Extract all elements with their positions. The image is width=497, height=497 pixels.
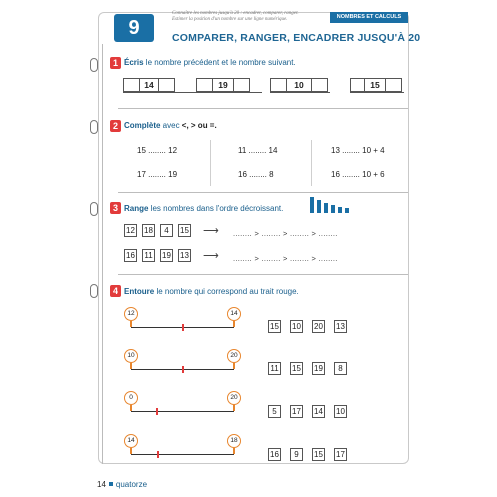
section-divider: [118, 192, 408, 193]
answer-choice[interactable]: 10: [334, 405, 347, 418]
red-marker: [182, 324, 184, 331]
instruction-verb: Range: [124, 204, 149, 213]
instruction-text: le nombre précédent et le nombre suivant.: [143, 58, 296, 67]
paperclip-icon: [90, 58, 98, 72]
answer-choice[interactable]: 19: [312, 362, 325, 375]
red-marker: [156, 408, 158, 415]
comparison-item[interactable]: 13 ........ 10 + 4: [331, 146, 385, 155]
comparison-symbols: <, > ou =.: [181, 121, 217, 130]
lesson-objectives: [172, 11, 322, 23]
answer-choice[interactable]: 11: [268, 362, 281, 375]
number-line-end: 14: [227, 307, 241, 321]
number-line-start: 10: [124, 349, 138, 363]
exercise-number: 1: [110, 57, 121, 69]
given-number: 15: [364, 78, 386, 92]
answer-line[interactable]: ........ > ........ > ........ > ........: [233, 229, 338, 238]
section-divider: [118, 274, 408, 275]
bullet-square-icon: [109, 482, 113, 486]
number-tile: 13: [178, 249, 191, 262]
comparison-item[interactable]: 16 ........ 10 + 6: [331, 170, 385, 179]
answer-choice[interactable]: 17: [334, 448, 347, 461]
answer-choice[interactable]: 10: [290, 320, 303, 333]
answer-strip: [350, 92, 404, 93]
instruction-text: avec: [160, 121, 182, 130]
paperclip-icon: [90, 202, 98, 216]
answer-cell-previous[interactable]: [196, 78, 212, 92]
number-line-end: 20: [227, 349, 241, 363]
comparison-item[interactable]: 17 ........ 19: [137, 170, 178, 179]
category-tag: NOMBRES ET CALCULS: [330, 12, 408, 23]
instruction-verb: Entoure: [124, 287, 155, 296]
answer-strip: [123, 92, 199, 93]
page-number: 14: [97, 480, 106, 489]
exercise-number: 4: [110, 285, 121, 297]
page-number-word: quatorze: [115, 480, 148, 489]
exercise-instruction: [124, 204, 283, 213]
number-tile: 16: [124, 249, 137, 262]
comparison-item[interactable]: 15 ........ 12: [137, 146, 178, 155]
exercise-instruction: [124, 58, 296, 67]
answer-choice[interactable]: 20: [312, 320, 325, 333]
section-divider: [118, 108, 408, 109]
instruction-verb: Écris: [124, 58, 144, 67]
number-line-start: 12: [124, 307, 138, 321]
decreasing-bar: [331, 205, 335, 213]
comparison-item[interactable]: 16 ........ 8: [238, 170, 274, 179]
arrow-right-icon: ⟶: [203, 225, 219, 237]
decreasing-bar: [317, 200, 321, 213]
number-line: [131, 411, 234, 412]
answer-cell-next[interactable]: [312, 78, 328, 92]
answer-line[interactable]: ........ > ........ > ........ > ........: [233, 254, 338, 263]
given-number: 14: [139, 78, 159, 92]
objective-line-2: Estimer la position d'un nombre sur une ligne numérique.: [172, 17, 288, 22]
answer-cell-previous[interactable]: [350, 78, 364, 92]
red-marker: [157, 451, 159, 458]
binding-line: [102, 44, 103, 464]
number-tile: 12: [124, 224, 137, 237]
answer-cell-previous[interactable]: [270, 78, 286, 92]
instruction-verb: Complète: [124, 121, 161, 130]
answer-choice[interactable]: 16: [268, 448, 281, 461]
answer-choice[interactable]: 15: [268, 320, 281, 333]
answer-choice[interactable]: 15: [290, 362, 303, 375]
answer-choice[interactable]: 15: [312, 448, 325, 461]
page-footer: [97, 480, 147, 489]
lesson-number-badge: 9: [114, 14, 154, 42]
exercise-instruction: [124, 287, 299, 296]
number-tile: 18: [142, 224, 155, 237]
answer-choice[interactable]: 17: [290, 405, 303, 418]
column-divider: [210, 140, 211, 186]
answer-choice[interactable]: 5: [268, 405, 281, 418]
number-tile: 15: [178, 224, 191, 237]
red-marker: [182, 366, 184, 373]
decreasing-bar: [324, 203, 328, 213]
arrow-right-icon: ⟶: [203, 250, 219, 262]
instruction-text: les nombres dans l'ordre décroissant.: [148, 204, 284, 213]
objective-line-1: Connaître les nombres jusqu'à 20 : encadrer, comparer, ranger.: [172, 11, 299, 16]
answer-cell-next[interactable]: [386, 78, 402, 92]
page-title: COMPARER, RANGER, ENCADRER JUSQU'À 20: [172, 32, 421, 44]
number-line: [131, 454, 234, 455]
instruction-text: le nombre qui correspond au trait rouge.: [154, 287, 299, 296]
paperclip-icon: [90, 284, 98, 298]
number-tile: 11: [142, 249, 155, 262]
exercise-number: 2: [110, 120, 121, 132]
bar-chart-icon: [310, 197, 354, 213]
answer-strip: [196, 92, 262, 93]
given-number: 10: [286, 78, 312, 92]
answer-choice[interactable]: 9: [290, 448, 303, 461]
number-line-start: 0: [124, 391, 138, 405]
answer-choice[interactable]: 13: [334, 320, 347, 333]
number-line-start: 14: [124, 434, 138, 448]
number-tile: 19: [160, 249, 173, 262]
comparison-item[interactable]: 11 ........ 14: [238, 146, 278, 155]
exercise-instruction: [124, 121, 217, 130]
answer-strip: [270, 92, 330, 93]
exercise-number: 3: [110, 202, 121, 214]
answer-cell-next[interactable]: [234, 78, 250, 92]
column-divider: [311, 140, 312, 186]
number-line-end: 20: [227, 391, 241, 405]
answer-choice[interactable]: 8: [334, 362, 347, 375]
answer-cell-next[interactable]: [159, 78, 175, 92]
number-line-end: 18: [227, 434, 241, 448]
paperclip-icon: [90, 120, 98, 134]
given-number: 19: [212, 78, 234, 92]
number-tile: 4: [160, 224, 173, 237]
decreasing-bar: [310, 197, 314, 213]
answer-choice[interactable]: 14: [312, 405, 325, 418]
answer-cell-previous[interactable]: [123, 78, 139, 92]
decreasing-bar: [345, 208, 349, 213]
decreasing-bar: [338, 207, 342, 213]
